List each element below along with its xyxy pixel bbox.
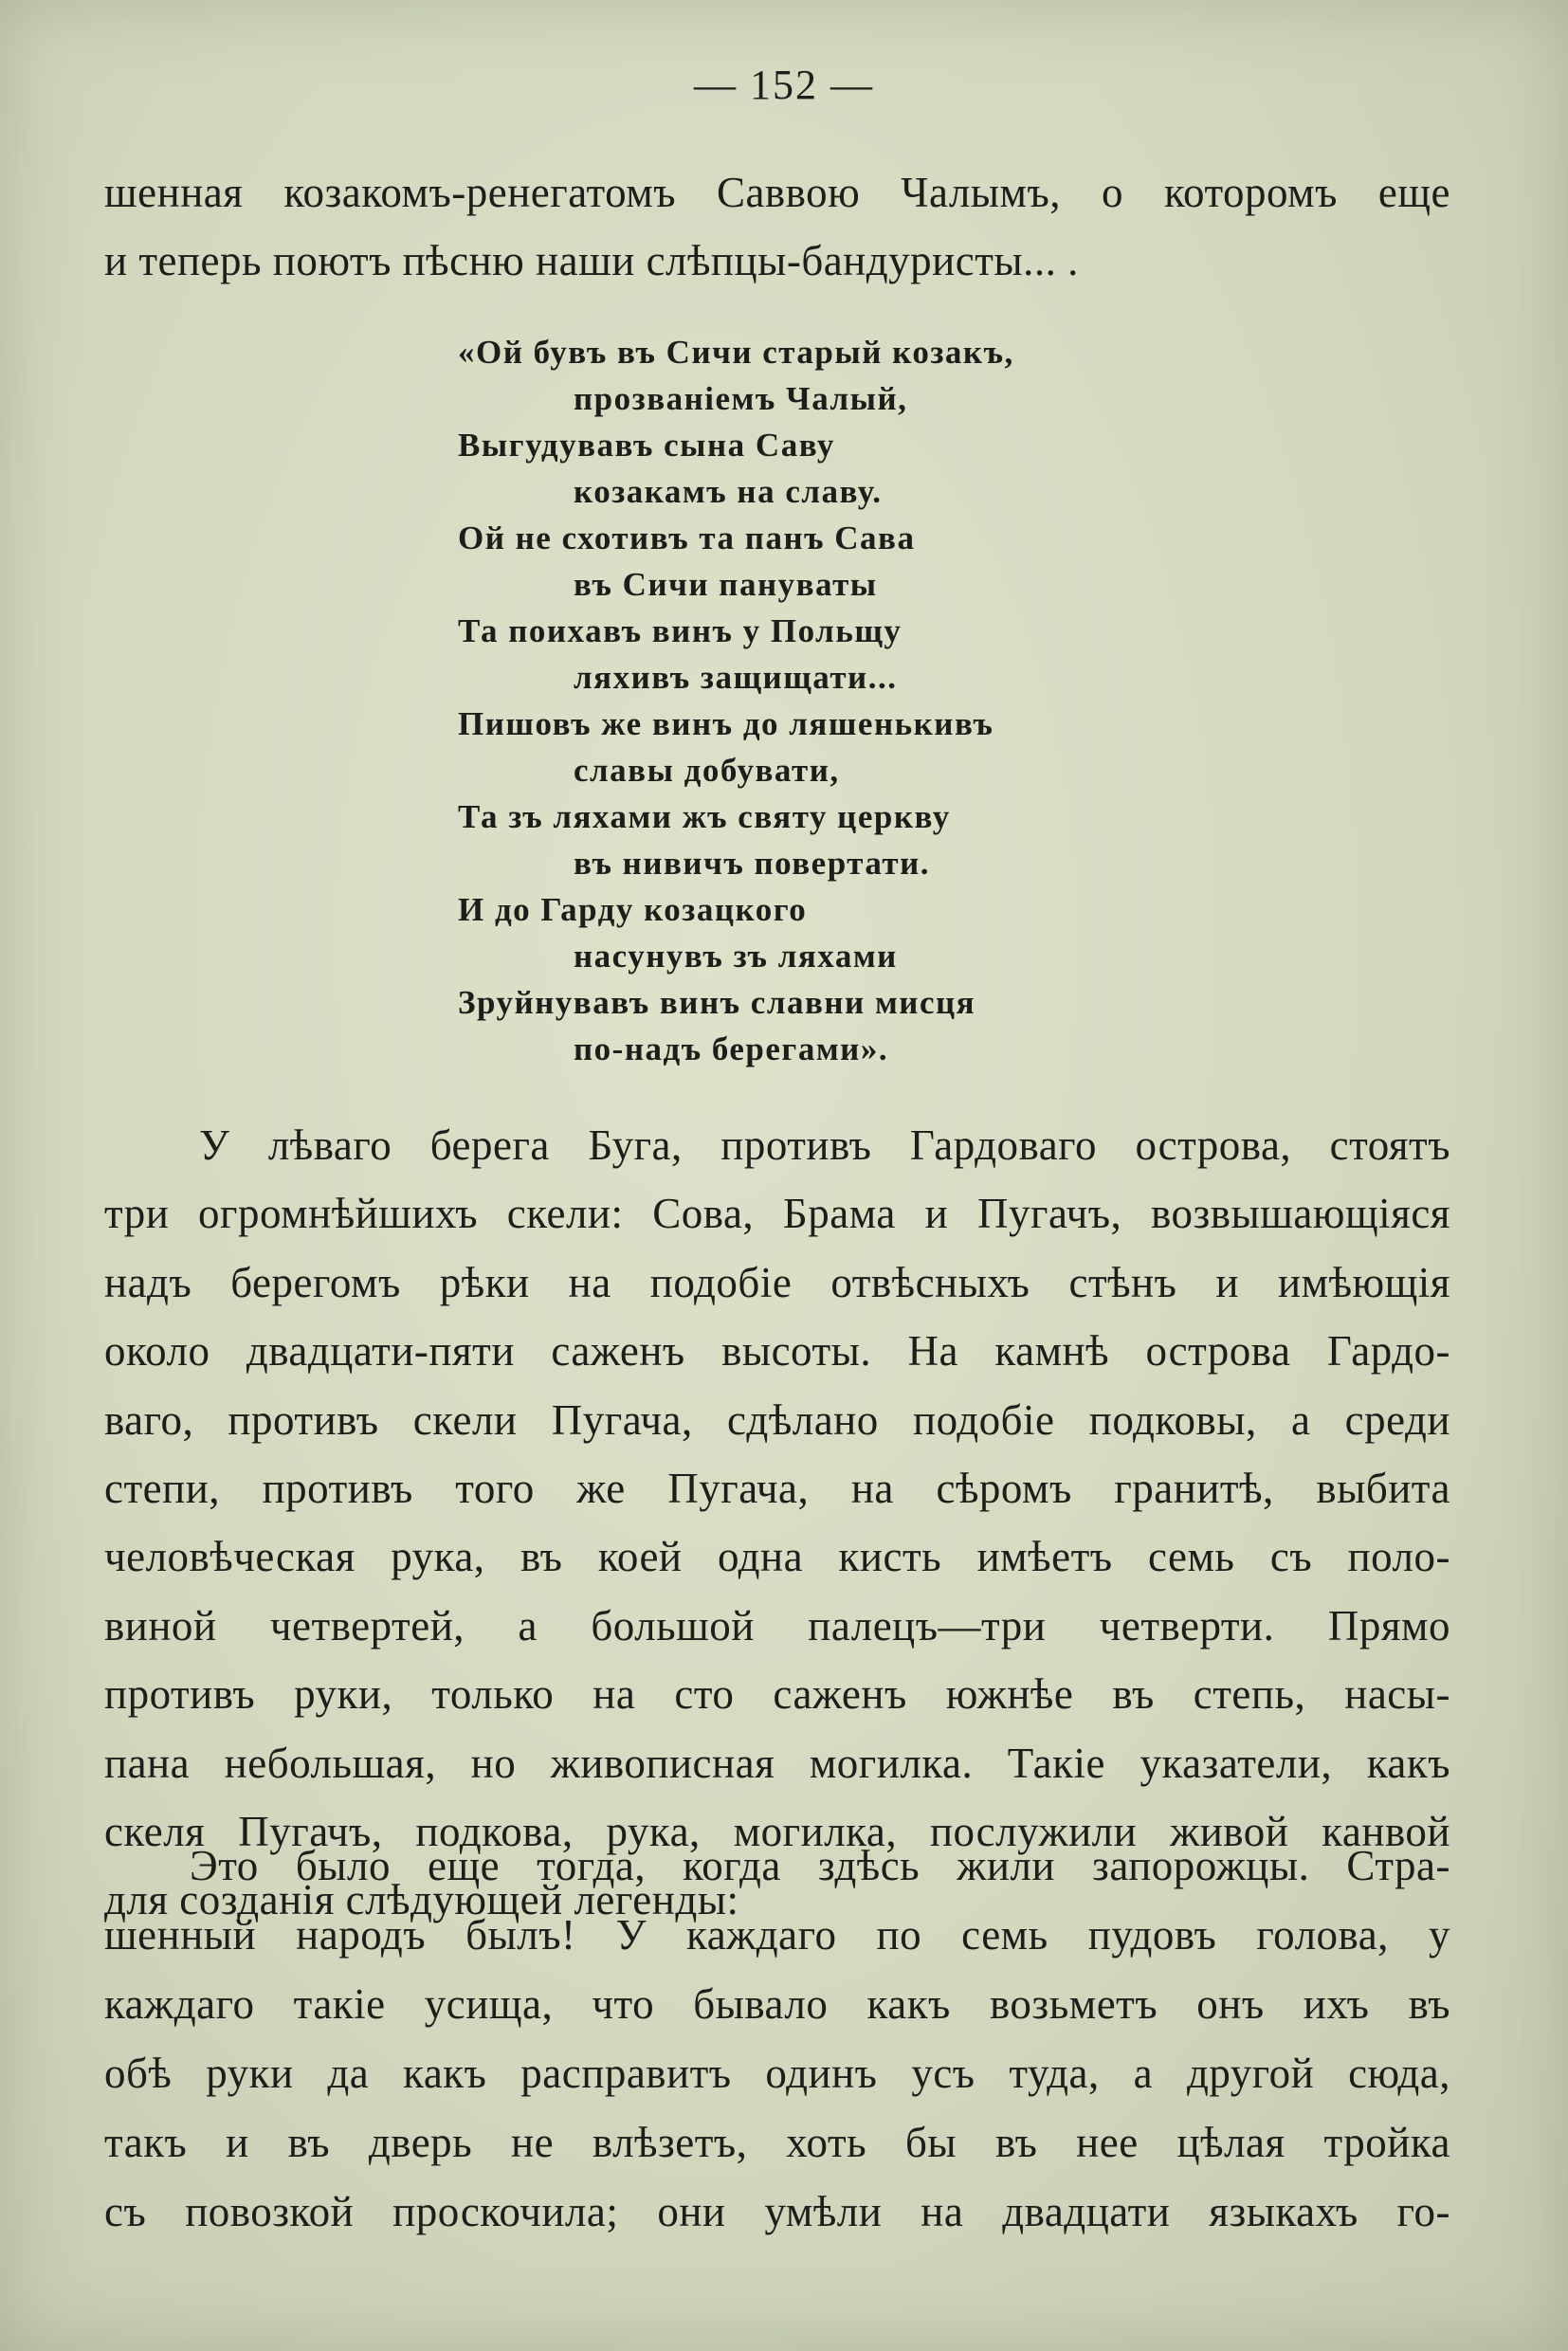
page-number: — 152 —: [694, 62, 874, 108]
text-line: три огромнѣйшихъ скели: Сова, Брама и Пугачъ, возвышающіяся: [104, 1190, 1450, 1238]
text-line: У лѣваго берега Буга, противъ Гардоваго острова, стоятъ: [199, 1121, 1450, 1169]
verse-line: въ Сичи пануваты: [574, 566, 878, 603]
text-line: ваго, противъ скели Пугача, сдѣлано подобіе подковы, а среди: [104, 1395, 1450, 1444]
text-line: обѣ руки да какъ расправитъ одинъ усъ туда, а другой сюда,: [104, 2050, 1450, 2097]
verse-line: насунувъ зъ ляхами: [574, 938, 898, 975]
text-line: человѣческая рука, въ коей одна кисть имѣетъ семь съ поло-: [104, 1533, 1450, 1581]
text-line: степи, противъ того же Пугача, на сѣромъ гранитѣ, выбита: [104, 1464, 1450, 1512]
verse-line: Та поихавъ винъ у Польщу: [458, 612, 903, 649]
song-verse: [458, 329, 1235, 1072]
text-line: около двадцати-пяти саженъ высоты. На камнѣ острова Гардо-: [104, 1327, 1450, 1376]
verse-line: въ нивичъ повертати.: [574, 845, 931, 882]
verse-line: И до Гарду козацкого: [458, 891, 808, 928]
paragraph-legend: [104, 1842, 1450, 2257]
intro-text: [104, 169, 1450, 305]
verse-line: Зруйнувавъ винъ славни мисця: [458, 984, 976, 1021]
text-line: пана небольшая, но живописная могилка. Такіе указатели, какъ: [104, 1739, 1450, 1787]
verse-line: «Ой бувъ въ Сичи старый козакъ,: [458, 334, 1014, 371]
verse-line: Выгудувавъ сына Саву: [458, 427, 835, 464]
verse-line: Ой не схотивъ та панъ Сава: [458, 519, 916, 556]
text-line: для созданія слѣдующей легенды:: [104, 1876, 739, 1924]
verse-line: ляхивъ защищати...: [574, 659, 898, 696]
verse-line: Пишовъ же винъ до ляшенькивъ: [458, 705, 994, 742]
text-line: Это было еще тогда, когда здѣсь жили запорожцы. Стра-: [190, 1842, 1450, 1889]
text-line: такъ и въ дверь не влѣзетъ, хоть бы въ нее цѣлая тройка: [104, 2119, 1450, 2166]
text-line: шенный народъ былъ! У каждаго по семь пудовъ голова, у: [104, 1911, 1450, 1959]
text-line: противъ руки, только на сто саженъ южнѣе въ степь, насы-: [104, 1670, 1450, 1719]
text-line: надъ берегомъ рѣки на подобіе отвѣсныхъ стѣнъ и имѣющія: [104, 1258, 1450, 1306]
verse-line: по-надъ берегами».: [574, 1030, 889, 1067]
text-line: каждаго такіе усища, что бывало какъ возьметъ онъ ихъ въ: [104, 1980, 1450, 2028]
text-line: съ повозкой проскочила; они умѣли на двадцати языкахъ го-: [104, 2188, 1450, 2235]
verse-line: славы добувати,: [574, 752, 840, 789]
verse-line: прозваніемъ Чалый,: [574, 380, 908, 417]
text-line: виной четвертей, а большой палецъ—три четверти. Прямо: [104, 1601, 1450, 1649]
verse-line: Та зъ ляхами жъ святу церкву: [458, 798, 951, 835]
text-line: и теперь поютъ пѣсню наши слѣпцы-бандуристы... .: [104, 237, 1079, 284]
text-line: шенная козакомъ-ренегатомъ Саввою Чалымъ, о которомъ еще: [104, 169, 1450, 216]
verse-line: козакамъ на славу.: [574, 473, 883, 510]
paragraph-legend-intro: [104, 1121, 1450, 1945]
text-line: скеля Пугачъ, подкова, рука, могилка, послужили живой канвой: [104, 1807, 1450, 1855]
